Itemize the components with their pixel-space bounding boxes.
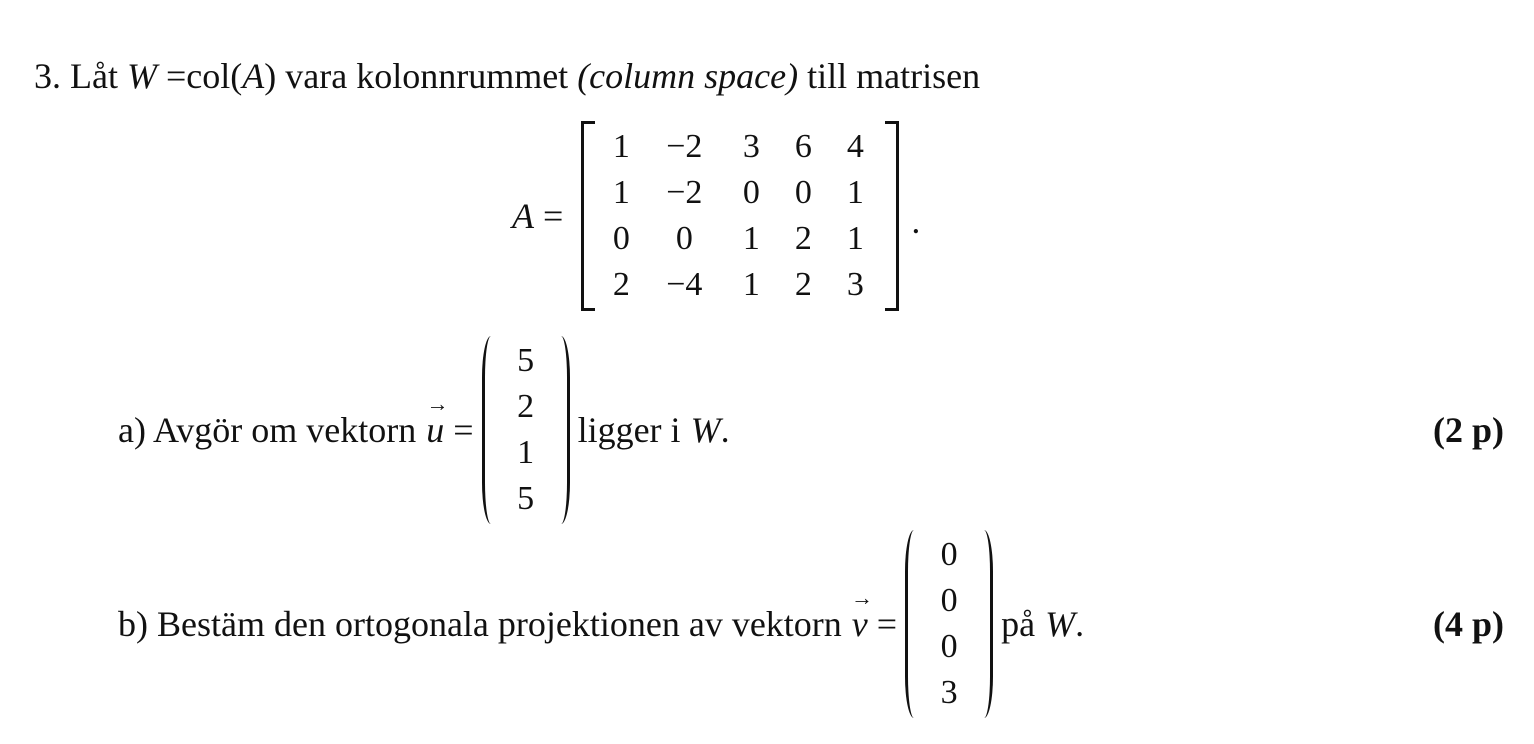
matrix-cell: 4 [846,128,864,165]
math-col: col( [186,56,243,96]
vector-v-equals: = [876,604,898,644]
vector-u-equals: = [453,410,474,450]
left-bracket [581,121,595,311]
matrix-cell: 2 [794,266,812,303]
vector-v-symbol [852,603,897,645]
vector-entry: 5 [517,480,535,517]
problem-number: 3. [34,56,61,96]
right-paren [975,530,993,718]
intro-pre-text: Låt [70,56,118,96]
matrix-cell: 0 [675,220,693,257]
part-b-after: på [1001,604,1036,644]
matrix-cell: 3 [742,128,760,165]
matrix-cell: 1 [742,266,760,303]
matrix-cell: −2 [666,128,703,165]
matrix-cell: 0 [742,174,760,211]
vector-u [482,336,570,524]
math-close-paren: ) [264,56,277,96]
intro-post-text: till matrisen [807,56,981,96]
part-a-points: (2 p) [1433,410,1504,450]
intro-mid-text: vara kolonnrummet [285,56,569,96]
vector-entry: 5 [517,342,535,379]
vector-u-entries [500,338,552,522]
vector-u-name: → u [426,409,444,451]
vector-u-symbol [426,409,473,451]
matrix-cell: 1 [846,174,864,211]
left-paren [482,336,500,524]
vector-entry: 0 [940,536,958,573]
part-a [118,334,730,526]
left-paren [905,530,923,718]
matrix-name: A [512,196,534,236]
matrix-cell: 6 [794,128,812,165]
vector-v-name: → v [852,603,868,645]
vector-entry: 2 [517,388,535,425]
math-equals: = [165,56,187,96]
matrix-definition [512,118,920,314]
part-b-label: b) Bestäm den ortogonala projektionen av vektorn [118,604,842,644]
matrix-cell: 3 [846,266,864,303]
vector-entry: 0 [940,582,958,619]
problem-statement [34,58,980,94]
matrix-cell: −4 [666,266,703,303]
matrix-cell: 2 [612,266,630,303]
matrix-cell: 1 [742,220,760,257]
part-a-after: ligger i [577,410,681,450]
part-a-W: W [690,410,721,450]
part-b [118,528,1084,720]
vector-entry: 0 [940,628,958,665]
matrix-cell: −2 [666,174,703,211]
part-a-label: a) Avgör om vektorn [118,410,417,450]
vector-v-entries [923,532,975,716]
matrix-equals: = [543,196,564,236]
part-a-end: . [720,410,730,450]
right-bracket [885,121,899,311]
vector-v [905,530,993,718]
matrix-cell: 1 [612,128,630,165]
matrix-grid [595,124,885,308]
matrix-cell: 2 [794,220,812,257]
matrix-period: . [911,201,921,241]
part-b-W: W [1045,604,1076,644]
column-space-note: (column space) [577,56,799,96]
matrix-cell: 0 [612,220,630,257]
math-A: A [242,56,265,96]
part-b-points: (4 p) [1433,604,1504,644]
matrix-cell: 1 [846,220,864,257]
matrix-lhs [512,195,563,237]
vector-entry: 3 [940,674,958,711]
matrix-cell: 0 [794,174,812,211]
vector-entry: 1 [517,434,535,471]
matrix-cell: 1 [612,174,630,211]
part-b-end: . [1075,604,1085,644]
right-paren [552,336,570,524]
math-W: W [126,56,157,96]
